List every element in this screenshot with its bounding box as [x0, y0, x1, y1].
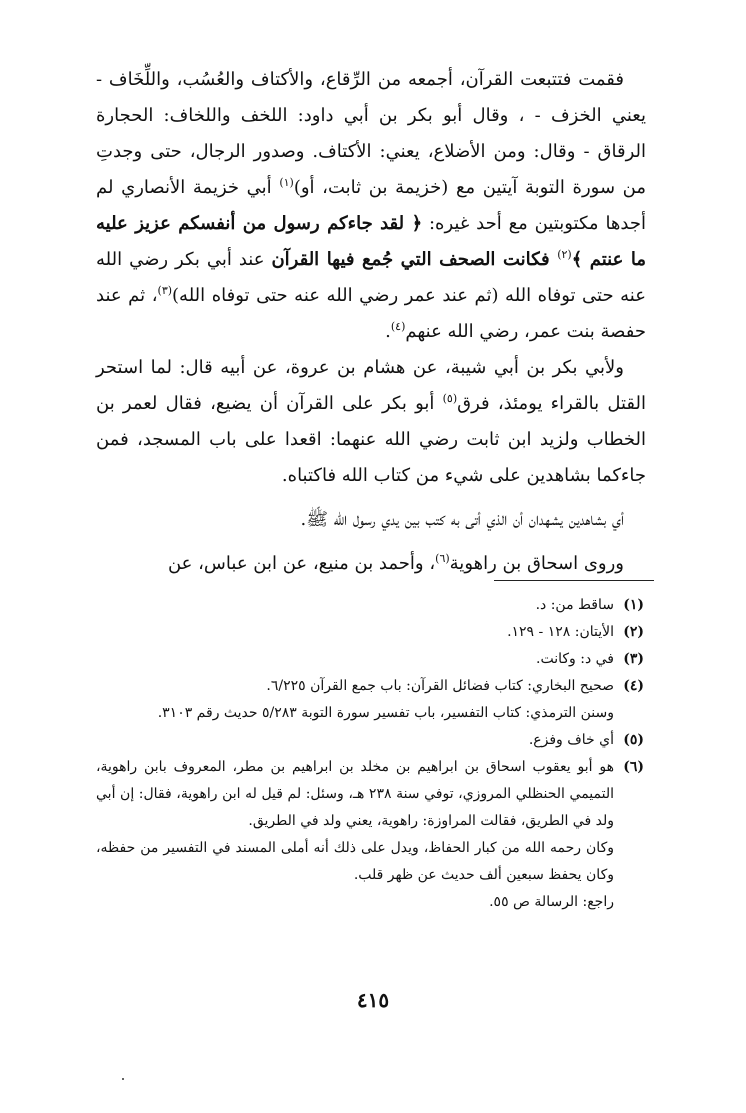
footnote-number: (٤): [623, 678, 644, 694]
footnote-reference: راجع: الرسالة ص ٥٥.: [489, 894, 614, 910]
paragraph-text: ، ثم عند حفصة بنت عمر، رضي الله عنهم: [96, 285, 646, 342]
paragraph-text: فكانت الصحف التي جُمع فيها القرآن: [271, 249, 558, 270]
footnote-number: (٥): [623, 732, 644, 748]
paragraph-text: أبو بكر على القرآن أن يضيع، فقال لعمر بن الخطاب ولزيد ابن ثابت رضي الله عنهما: اقعدا على باب المسجد، فمن جاءكما بشاهدين على شيء من كتاب الله فاكتباه.: [96, 393, 646, 486]
footnote-separator: [494, 580, 654, 581]
main-text: [96, 62, 646, 582]
footnote-number: (٣): [623, 651, 644, 667]
paragraph-2: [96, 350, 646, 494]
paragraph-text: ولأبي بكر بن أبي شيبة، عن هشام بن عروة، عن أبيه قال: لما استحر القتل بالقراء يومئذ، فرق: [96, 357, 647, 414]
footnote-text: في د: وكانت.: [536, 651, 614, 667]
footnote: [96, 592, 644, 619]
footnote: [96, 727, 644, 754]
paragraph-1: [96, 62, 646, 350]
footnote-number: (١): [623, 597, 644, 613]
footnote-ref-5: (٥): [442, 392, 458, 405]
footnote-continuation: وكان رحمه الله من كبار الحفاظ، ويدل على ذلك أنه أملى المسند في التفسير من حفظه، وكان يحفظ سبعين ألف حديث عن ظهر قلب.: [96, 840, 614, 883]
footnote: [96, 754, 644, 835]
paragraph-text: وروى اسحاق بن راهوية: [449, 553, 624, 574]
footnote: [96, 619, 644, 646]
footnote-ref-2: (٢): [557, 248, 572, 261]
paragraph-3: أي بشاهدين يشهدان أن الذي أتى به كتب بين يدي رسول الله ﷺ.: [300, 509, 624, 530]
footnote-number: (٦): [623, 759, 644, 775]
paragraph-text: .: [385, 321, 391, 342]
footnote-text: هو أبو يعقوب اسحاق بن ابراهيم بن مخلد بن ابراهيم بن مطر، المعروف بابن راهوية، التميمي الحنظلي المروزي، توفي سنة ٢٣٨ هـ، وسئل: لم قيل له ابن راهوية، فقال: إن أبي ولد في الطريق، فقالت المراوزة: راهوية، يعني ولد في الطريق.: [96, 759, 614, 829]
footnotes: [96, 592, 644, 916]
quran-verse: ﴿ لقد جاءكم رسول من أنفسكم عزيز عليه ما عنتم ﴾: [96, 213, 646, 270]
footnote-text: ساقط من: د.: [535, 597, 614, 613]
footnote-text: صحيح البخاري: كتاب فضائل القرآن: باب جمع القرآن ٦/٢٢٥.: [266, 678, 614, 694]
footnote-text: الأيتان: ١٢٨ - ١٢٩.: [507, 624, 614, 640]
scan-speck: [122, 1078, 124, 1080]
paragraph-text: عند أبي بكر رضي الله عنه حتى توفاه الله (ثم عند عمر رضي الله عنه حتى توفاه الله): [96, 249, 646, 306]
footnote: [96, 673, 644, 700]
footnote-ref-1: (١): [279, 176, 294, 189]
paragraph-text: ، وأحمد بن منيع، عن ابن عباس، عن: [167, 553, 436, 574]
footnote-ref-4: (٤): [390, 320, 406, 333]
paragraph-4: [96, 546, 646, 582]
footnote-number: (٢): [623, 624, 644, 640]
paragraph-text: أبي خزيمة الأنصاري لم أجدها مكتوبتين مع أحد غيره:: [96, 177, 646, 234]
footnote-text: أي خاف وفزع.: [528, 732, 614, 748]
footnote-continuation: وسنن الترمذي: كتاب التفسير، باب تفسير سورة التوبة ٥/٢٨٣ حديث رقم ٣١٠٣.: [157, 705, 614, 721]
paragraph-text: فقمت فتتبعت القرآن، أجمعه من الرِّقاع، والأكتاف والعُسُب، واللِّخَاف - يعني الخزف - ، وقال أبو بكر بن أبي داود: اللخف واللخاف: الحجارة الرقاق - وقال: ومن الأضلاع، يعني: الأكتاف. وصدور الرجال، حتى وجدتِ من سورة التوبة آيتين مع (خزيمة بن ثابت، أو): [96, 69, 647, 198]
footnote-ref-6: (٦): [435, 552, 450, 565]
page-number: ٤١٥: [356, 988, 390, 1012]
footnote: [96, 646, 644, 673]
footnote-ref-3: (٣): [157, 284, 173, 297]
